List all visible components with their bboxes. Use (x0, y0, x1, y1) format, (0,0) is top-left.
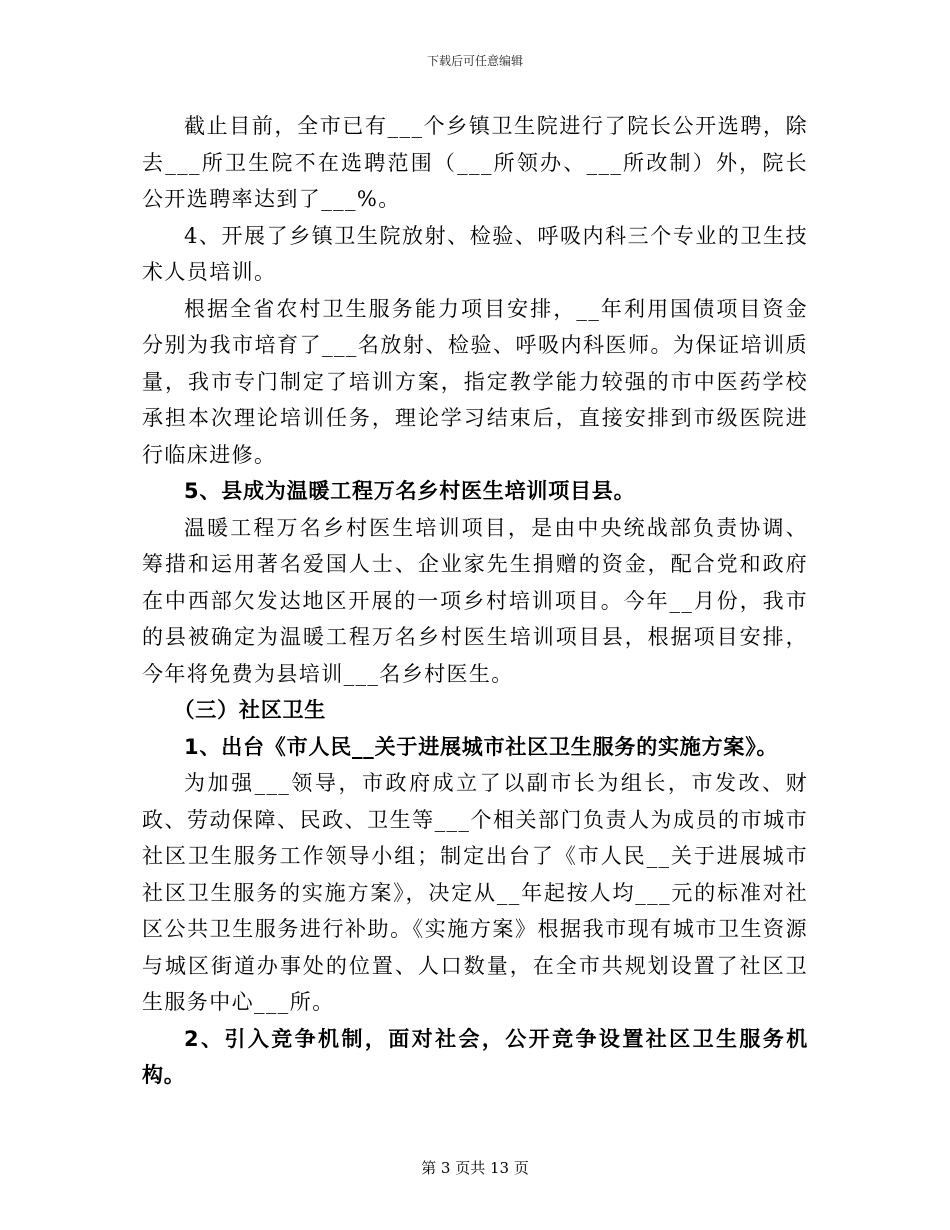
section-heading-community-health: （三）社区卫生 (173, 698, 327, 722)
paragraph-selection-rate: 截止目前，全市已有___个乡镇卫生院进行了院长公开选聘，除去___所卫生院不在选聘范围（___所领办、___所改制）外，院长公开选聘率达到了___%。 (142, 114, 808, 211)
paragraph-training-plan: 根据全省农村卫生服务能力项目安排，__年利用国债项目资金分别为我市培育了___名放射、检验、呼吸内科医师。为保证培训质量，我市专门制定了培训方案，指定教学能力较强的市中医药学校承担本次理论培训任务，理论学习结束后，直接安排到市级医院进行临床进修。 (142, 296, 808, 467)
heading-item-2: 2、引入竞争机制，面对社会，公开竞争设置社区卫生服务机构。 (142, 1026, 808, 1087)
paragraph-item-4: 4、开展了乡镇卫生院放射、检验、呼吸内科三个专业的卫生技术人员培训。 (142, 223, 808, 284)
paragraph-implementation: 为加强___领导，市政府成立了以副市长为组长，市发改、财政、劳动保障、民政、卫生等___个相关部门负责人为成员的市城市社区卫生服务工作领导小组；制定出台了《市人民__关于进展城市社区卫生服务的实施方案》，决定从__年起按人均___元的标准对社区公共卫生服务进行补助。《实施方案》根据我市现有城市卫生资源与城区街道办事处的位置、人口数量，在全市共规划设置了社区卫生服务中心___所。 (142, 771, 808, 1014)
paragraph-warm-project: 温暖工程万名乡村医生培训项目，是由中央统战部负责协调、筹措和运用著名爱国人士、企业家先生捐赠的资金，配合党和政府在中西部欠发达地区开展的一项乡村培训项目。今年__月份，我市的县被确定为温暖工程万名乡村医生培训项目县，根据项目安排，今年将免费为县培训___名乡村医生。 (142, 515, 808, 686)
page-header: 下载后可任意编辑 (426, 54, 523, 68)
page-footer: 第 3 页共 13 页 (421, 1159, 529, 1177)
document-body (142, 108, 808, 1094)
heading-item-5: 5、县成为温暖工程万名乡村医生培训项目县。 (184, 479, 636, 503)
heading-item-1: 1、出台《市人民__关于进展城市社区卫生服务的实施方案》。 (184, 734, 779, 759)
